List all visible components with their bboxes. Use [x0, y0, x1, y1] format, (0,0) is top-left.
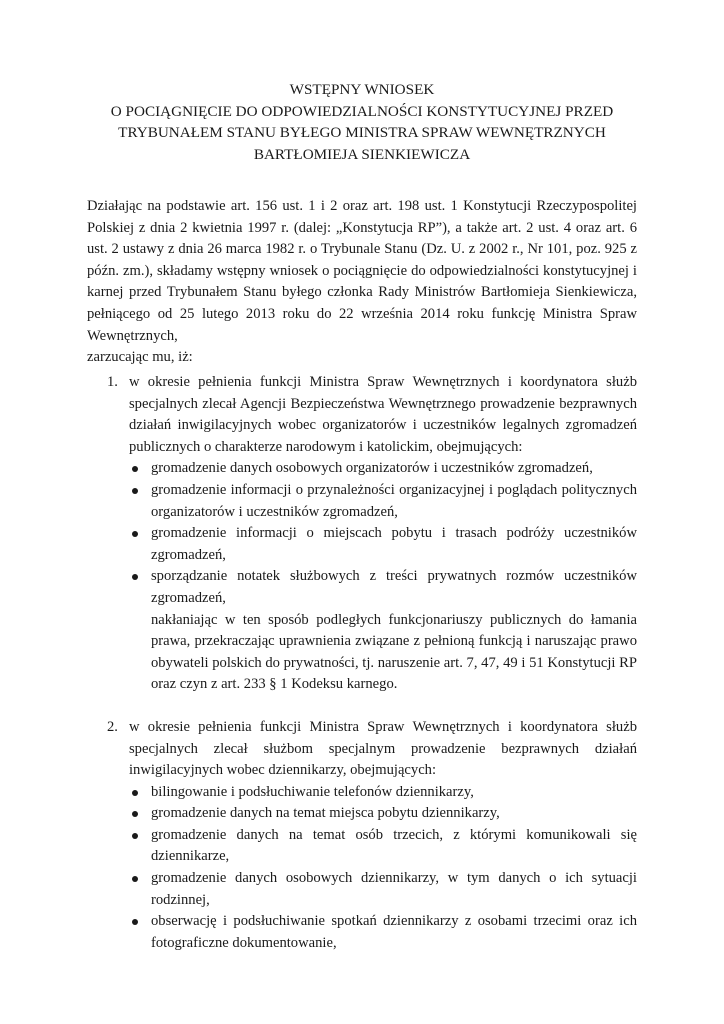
- title-line-3: TRYBUNAŁEM STANU BYŁEGO MINISTRA SPRAW WEWNĘTRZNYCH: [118, 124, 606, 141]
- charge-item-2: [87, 717, 637, 955]
- bullet-icon: [132, 488, 138, 494]
- list-item-text: gromadzenie danych na temat osób trzecich, z którymi komunikowali się dziennikarze,: [151, 826, 637, 865]
- document-title: [60, 79, 664, 165]
- bullet-icon: [132, 811, 138, 817]
- list-item-text: gromadzenie informacji o przynależności organizacyjnej i poglądach politycznych organizatorów i uczestników zgromadzeń,: [151, 481, 637, 520]
- list-item: [129, 566, 637, 609]
- list-item-text: obserwację i podsłuchiwanie spotkań dziennikarzy z osobami trzecimi oraz ich fotograficzne dokumentowanie,: [151, 913, 637, 951]
- bullet-icon: [132, 531, 138, 537]
- list-item: [129, 825, 637, 868]
- title-line-4: BARTŁOMIEJA SIENKIEWICZA: [253, 145, 471, 163]
- acts-list: [129, 782, 637, 955]
- list-item: [129, 782, 637, 804]
- list-item-text: gromadzenie danych osobowych organizatorów i uczestników zgromadzeń,: [151, 460, 593, 477]
- charge-text: w okresie pełnienia funkcji Ministra Spraw Wewnętrznych i koordynatora służb specjalnych zlecał służbom specjalnym prowadzenie bezprawnych działań inwigilacyjnych wobec dziennikarzy, obejmujących:: [129, 718, 637, 779]
- list-item: [129, 523, 637, 566]
- intro-paragraph: Działając na podstawie art. 156 ust. 1 i 2 oraz art. 198 ust. 1 Konstytucji Rzeczypospolitej Polskiej z dnia 2 kwietnia 1997 r. (dalej: „Konstytucja RP”), a także art. 2 ust. 4 oraz art. 6 ust. 2 ustawy z dnia 26 marca 1982 r. o Trybunale Stanu (Dz. U. z 2002 r., Nr 101, poz. 925 z późn. zm.), składamy wstępny wniosek o pociągnięcie do odpowiedzialności konstytucyjnej i karnej przed Trybunałem Stanu byłego członka Rady Ministrów Bartłomieja Sienkiewicza, pełniącego od 25 lutego 2013 roku do 22 września 2014 roku funkcję Ministra Spraw Wewnętrznych,: [87, 198, 637, 344]
- list-item-text: bilingowanie i podsłuchiwanie telefonów dziennikarzy,: [151, 783, 474, 800]
- bullet-icon: [132, 790, 138, 796]
- bullet-icon: [132, 919, 138, 925]
- charges-list: [87, 372, 637, 954]
- charge-item-1: [87, 372, 637, 696]
- charge-consequence: nakłaniając w ten sposób podległych funkcjonariuszy publicznych do łamania prawa, przekraczając uprawnienia związane z pełnioną funkcją i naruszając prawo obywateli polskich do prywatności, tj. naruszenie art. 7, 47, 49 i 51 Konstytucji RP oraz czyn z art. 233 § 1 Kodeksu karnego.: [151, 611, 637, 693]
- intro-section: [87, 196, 637, 369]
- charge-phrase: zarzucając mu, iż:: [87, 349, 193, 366]
- list-item: [129, 911, 637, 954]
- list-item: [129, 868, 637, 911]
- list-item: [129, 458, 637, 480]
- charge-text: w okresie pełnienia funkcji Ministra Spraw Wewnętrznych i koordynatora służb specjalnych zlecał Agencji Bezpieczeństwa Wewnętrznego prowadzenie bezprawnych działań inwigilacyjnych wobec organizatorów i uczestników legalnych zgromadzeń publicznych o charakterze narodowym i katolickim, obejmujących:: [129, 374, 637, 455]
- list-item-text: gromadzenie danych na temat miejsca pobytu dziennikarzy,: [151, 805, 500, 822]
- bullet-icon: [132, 466, 138, 472]
- bullet-icon: [132, 833, 138, 839]
- bullet-icon: [132, 574, 138, 580]
- title-line-2: O POCIĄGNIĘCIE DO ODPOWIEDZIALNOŚCI KONSTYTUCYJNEJ PRZED: [110, 102, 614, 120]
- list-item-text: sporządzanie notatek służbowych z treści prywatnych rozmów uczestników zgromadzeń,: [151, 568, 637, 606]
- charge-number: 1.: [107, 374, 118, 390]
- list-item-text: gromadzenie informacji o miejscach pobytu i trasach podróży uczestników zgromadzeń,: [151, 525, 637, 563]
- list-item: [129, 480, 637, 523]
- acts-list: [129, 458, 637, 609]
- bullet-icon: [132, 876, 138, 882]
- title-line-1: WSTĘPNY WNIOSEK: [289, 81, 435, 98]
- list-item-text: gromadzenie danych osobowych dziennikarzy, w tym danych o ich sytuacji rodzinnej,: [151, 870, 637, 908]
- charge-number: 2.: [107, 718, 118, 735]
- list-item: [129, 803, 637, 825]
